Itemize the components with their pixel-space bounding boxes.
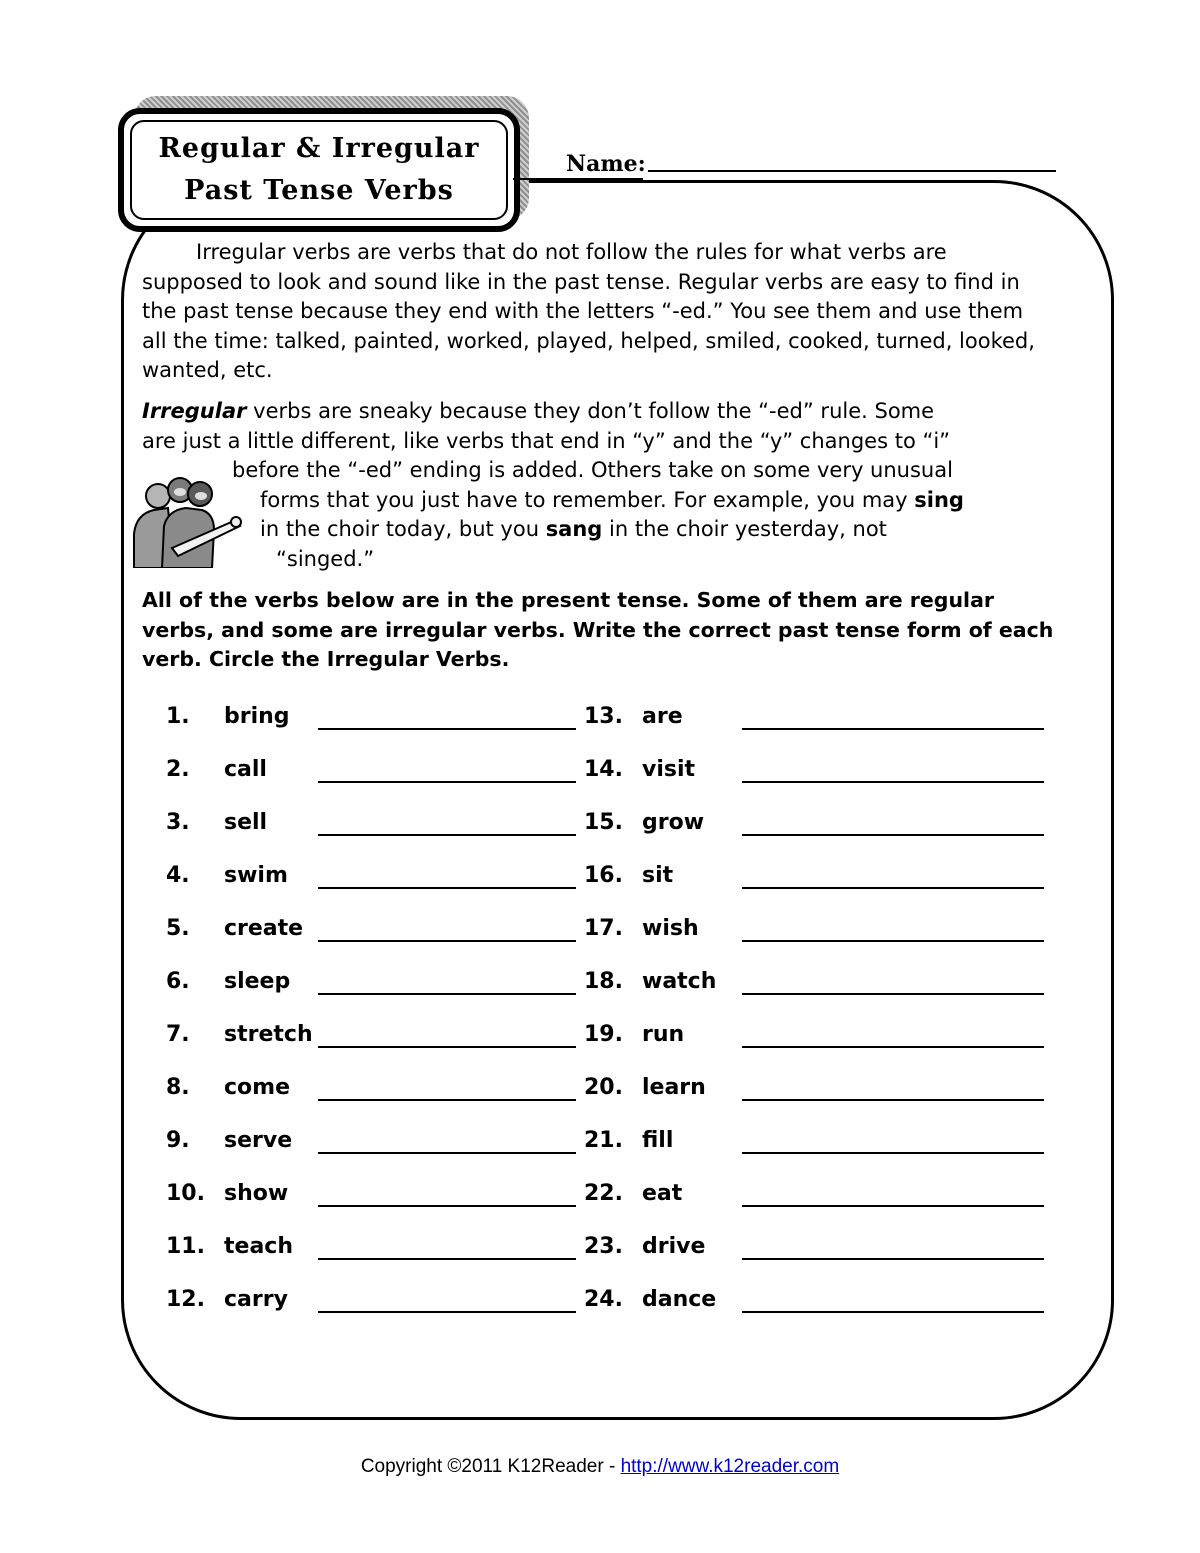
verb-number: 24. <box>584 1287 623 1312</box>
verb-number: 17. <box>584 916 623 941</box>
verb-word: are <box>642 704 683 729</box>
verb-item <box>166 1114 318 1167</box>
answer-blank[interactable] <box>318 1258 576 1260</box>
verb-number: 9. <box>166 1128 190 1153</box>
verb-item <box>166 1273 318 1326</box>
verb-item <box>166 849 318 902</box>
verb-number: 7. <box>166 1022 190 1047</box>
p2-line-1: verbs are sneaky because they don’t follow the “-ed” rule. Some <box>246 399 935 423</box>
verb-number: 4. <box>166 863 190 888</box>
verb-number: 18. <box>584 969 623 994</box>
verb-word: eat <box>642 1181 683 1206</box>
verb-item <box>584 743 734 796</box>
p2-line-3: before the “-ed” ending is added. Others take on some very unusual <box>232 458 953 482</box>
footer <box>0 1456 1200 1478</box>
answer-blank[interactable] <box>742 993 1044 995</box>
verb-number: 22. <box>584 1181 623 1206</box>
verb-number: 6. <box>166 969 190 994</box>
irregular-word: Irregular <box>142 399 247 423</box>
intro-text: Irregular verbs are verbs that do not follow the rules for what verbs are supposed to look and sound like in the past tense. Regular verbs are easy to find in the past tense because they end with the letters “-ed.” You see them and use them all the time: talked, painted, worked, played, helped, smiled, cooked, turned, looked, wanted, etc. <box>142 240 1035 382</box>
verb-item <box>166 1008 318 1061</box>
verb-number: 3. <box>166 810 190 835</box>
verb-item <box>584 796 734 849</box>
choir-clipart <box>128 474 246 568</box>
answer-blank[interactable] <box>742 834 1044 836</box>
verb-number: 2. <box>166 757 190 782</box>
answer-blank[interactable] <box>318 1046 576 1048</box>
irregular-paragraph <box>142 397 1072 574</box>
verb-word: visit <box>642 757 696 782</box>
answer-blank[interactable] <box>742 1152 1044 1154</box>
verb-number: 13. <box>584 704 623 729</box>
verb-word: sell <box>224 810 268 835</box>
title-line-2: Past Tense Verbs <box>184 175 454 206</box>
name-label: Name: <box>566 151 646 177</box>
verb-item <box>584 1061 734 1114</box>
verb-item <box>166 796 318 849</box>
verb-number: 11. <box>166 1234 205 1259</box>
p2-line-5a: in the choir today, but you <box>260 517 546 541</box>
verb-word: call <box>224 757 267 782</box>
verb-item <box>584 849 734 902</box>
verb-word: show <box>224 1181 289 1206</box>
verb-word: watch <box>642 969 717 994</box>
answer-blank[interactable] <box>742 781 1044 783</box>
answer-blank[interactable] <box>742 887 1044 889</box>
verb-word: come <box>224 1075 290 1100</box>
verb-item <box>584 902 734 955</box>
answer-blank[interactable] <box>318 940 576 942</box>
verb-word: serve <box>224 1128 293 1153</box>
copyright-text: Copyright ©2011 K12Reader - <box>360 1456 621 1477</box>
verb-item <box>584 690 734 743</box>
verb-item <box>584 1273 734 1326</box>
verb-word: learn <box>642 1075 706 1100</box>
verb-item <box>584 1008 734 1061</box>
answer-blank[interactable] <box>318 887 576 889</box>
p2-line-4: forms that you just have to remember. For example, you may <box>260 487 915 512</box>
verb-number: 15. <box>584 810 623 835</box>
verb-number: 14. <box>584 757 623 782</box>
verb-word: sleep <box>224 969 291 994</box>
verb-item <box>584 1114 734 1167</box>
sang-word: sang <box>545 517 603 541</box>
answer-blank[interactable] <box>318 1205 576 1207</box>
answer-blank[interactable] <box>318 1311 576 1313</box>
verb-number: 12. <box>166 1287 205 1312</box>
instructions: All of the verbs below are in the present tense. Some of them are regular verbs, and some are irregular verbs. Write the correct past tense form of each verb. Circle the Irregular Verbs. <box>142 588 1054 671</box>
answer-blank[interactable] <box>742 940 1044 942</box>
answer-blank[interactable] <box>742 1099 1044 1101</box>
verb-word: dance <box>642 1287 717 1312</box>
verb-column-left <box>166 690 318 1326</box>
sing-word: sing <box>914 487 964 512</box>
verb-word: stretch <box>224 1022 313 1047</box>
title-line-1: Regular & Irregular <box>158 133 480 164</box>
k12reader-link[interactable]: http://www.k12reader.com <box>620 1456 840 1477</box>
verb-item <box>166 1220 318 1273</box>
answer-blank[interactable] <box>742 1205 1044 1207</box>
answer-blank[interactable] <box>318 1152 576 1154</box>
verb-item <box>166 743 318 796</box>
p2-line-2: are just a little different, like verbs that end in “y” and the “y” changes to “i” <box>142 428 951 453</box>
verb-word: sit <box>642 863 674 888</box>
verb-word: bring <box>224 704 290 729</box>
verb-column-right <box>584 690 734 1326</box>
answer-blank[interactable] <box>318 728 576 730</box>
verb-number: 10. <box>166 1181 205 1206</box>
verb-word: wish <box>642 916 699 941</box>
answer-blank[interactable] <box>318 781 576 783</box>
verb-number: 5. <box>166 916 190 941</box>
name-field[interactable] <box>566 142 1056 178</box>
answer-blank[interactable] <box>742 1046 1044 1048</box>
verb-word: grow <box>642 810 705 835</box>
verb-number: 8. <box>166 1075 190 1100</box>
answer-blank[interactable] <box>742 1258 1044 1260</box>
answer-blank[interactable] <box>318 993 576 995</box>
verb-number: 20. <box>584 1075 623 1100</box>
verb-number: 23. <box>584 1234 623 1259</box>
answer-blank[interactable] <box>318 834 576 836</box>
verb-word: teach <box>224 1234 293 1259</box>
answer-blank[interactable] <box>742 1311 1044 1313</box>
verb-number: 16. <box>584 863 623 888</box>
name-blank[interactable] <box>648 148 1056 172</box>
answer-blank[interactable] <box>742 728 1044 730</box>
verb-number: 19. <box>584 1022 623 1047</box>
verb-word: drive <box>642 1234 706 1259</box>
verb-word: carry <box>224 1287 288 1312</box>
intro-paragraph <box>142 238 1054 386</box>
p2-line-6: “singed.” <box>276 546 375 571</box>
verb-number: 21. <box>584 1128 623 1153</box>
verb-number: 1. <box>166 704 190 729</box>
verb-item <box>166 1061 318 1114</box>
verb-word: fill <box>642 1128 674 1153</box>
answer-blank[interactable] <box>318 1099 576 1101</box>
verb-item <box>584 1167 734 1220</box>
worksheet-title <box>158 128 479 212</box>
verb-word: create <box>224 916 304 941</box>
verb-item <box>166 690 318 743</box>
verb-word: run <box>642 1022 685 1047</box>
p2-line-5b: in the choir yesterday, not <box>602 517 887 541</box>
verb-item <box>166 1167 318 1220</box>
verb-word: swim <box>224 863 288 888</box>
title-box <box>118 108 520 232</box>
verb-item <box>584 1220 734 1273</box>
header-rule <box>513 178 643 180</box>
verb-item <box>166 955 318 1008</box>
verb-item <box>584 955 734 1008</box>
verb-item <box>166 902 318 955</box>
